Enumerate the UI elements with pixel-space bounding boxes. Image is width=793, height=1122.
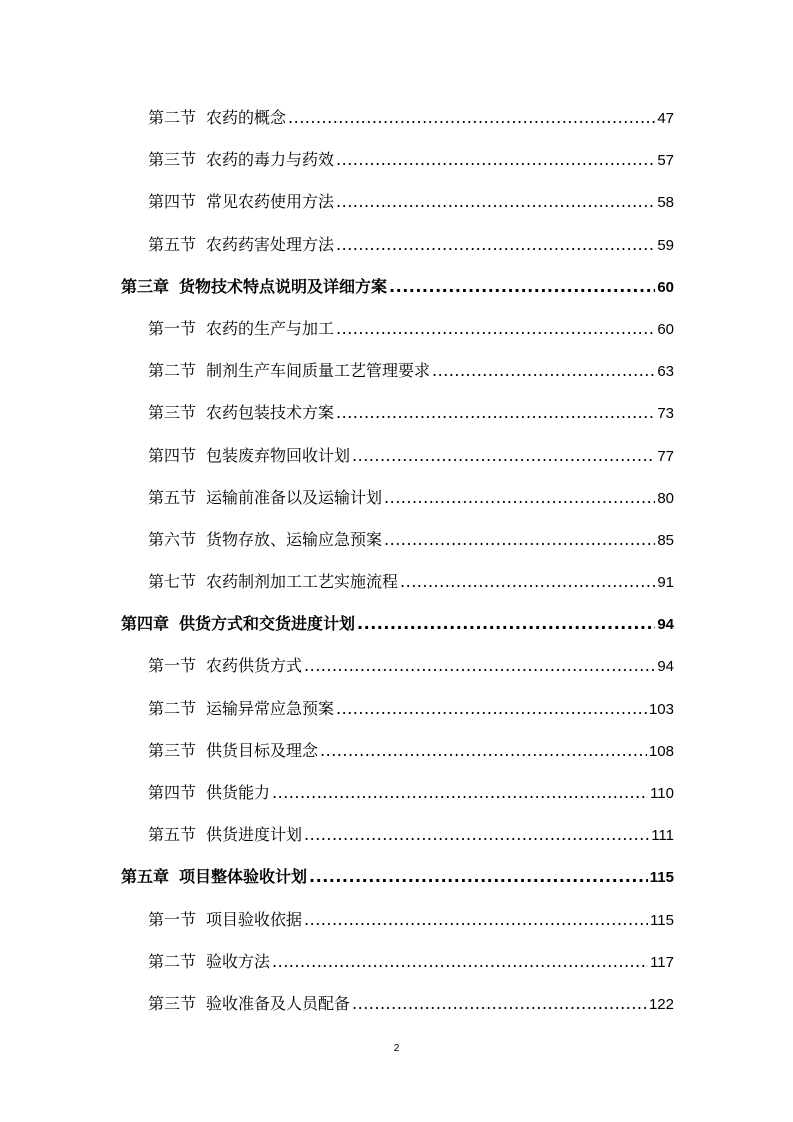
- entry-number: 第五节: [148, 825, 197, 845]
- dot-leader: [336, 392, 655, 434]
- entry-title: 供货进度计划: [206, 825, 303, 845]
- entry-number: 第六节: [148, 529, 197, 549]
- entry-number: 第五节: [148, 487, 197, 507]
- dot-leader: [304, 814, 649, 856]
- entry-title: 供货目标及理念: [206, 740, 319, 760]
- entry-page-number: 77: [657, 447, 674, 465]
- entry-title: 农药的毒力与药效: [206, 150, 335, 170]
- entry-number: 第三章: [121, 276, 170, 296]
- entry-number: 第三节: [148, 740, 197, 760]
- entry-number: 第一节: [148, 656, 197, 676]
- entry-page-number: 91: [657, 574, 674, 592]
- entry-title: 项目整体验收计划: [179, 867, 308, 887]
- entry-page-number: 108: [648, 742, 674, 760]
- entry-title: 项目验收依据: [206, 909, 303, 929]
- entry-number: 第一节: [148, 909, 197, 929]
- entry-page-number: 115: [649, 869, 674, 887]
- toc-section-entry[interactable]: [148, 392, 674, 434]
- entry-title: 农药的概念: [206, 108, 287, 127]
- entry-title: 验收准备及人员配备: [206, 993, 351, 1013]
- entry-title: 供货能力: [206, 783, 271, 802]
- dot-leader: [389, 266, 655, 308]
- entry-title: 农药药害处理方法: [206, 234, 335, 254]
- entry-number: 第四章: [121, 614, 170, 634]
- entry-page-number: 80: [657, 489, 674, 507]
- entry-title: 供货方式和交货进度计划: [179, 614, 356, 634]
- entry-title: 运输异常应急预案: [206, 698, 335, 718]
- entry-page-number: 47: [657, 110, 674, 127]
- toc-section-entry[interactable]: [148, 688, 674, 730]
- entry-number: 第四节: [148, 192, 197, 212]
- dot-leader: [432, 350, 655, 392]
- toc-chapter-entry[interactable]: [121, 603, 674, 645]
- entry-title: 农药包装技术方案: [206, 403, 335, 423]
- entry-number: 第四节: [148, 445, 197, 465]
- entry-title: 运输前准备以及运输计划: [206, 487, 383, 507]
- toc-section-entry[interactable]: [148, 477, 674, 519]
- toc-section-entry[interactable]: [148, 941, 674, 983]
- table-of-contents: [0, 97, 793, 1025]
- toc-chapter-entry[interactable]: [121, 266, 674, 308]
- toc-section-entry[interactable]: [148, 350, 674, 392]
- dot-leader: [309, 856, 648, 898]
- entry-page-number: 110: [650, 785, 674, 802]
- entry-page-number: 122: [648, 995, 674, 1013]
- dot-leader: [304, 645, 655, 687]
- dot-leader: [304, 899, 648, 941]
- entry-page-number: 94: [657, 616, 674, 634]
- entry-number: 第三节: [148, 403, 197, 423]
- entry-number: 第五节: [148, 234, 197, 254]
- toc-section-entry[interactable]: [148, 181, 674, 223]
- dot-leader: [400, 561, 655, 603]
- entry-number: 第四节: [148, 783, 197, 802]
- entry-title: 包装废弃物回收计划: [206, 445, 351, 465]
- entry-title: 常见农药使用方法: [206, 192, 335, 212]
- dot-leader: [320, 730, 647, 772]
- dot-leader: [384, 477, 655, 519]
- entry-number: 第三节: [148, 150, 197, 170]
- toc-section-entry[interactable]: [148, 308, 674, 350]
- entry-title: 农药的生产与加工: [206, 318, 335, 338]
- entry-page-number: 111: [651, 827, 674, 845]
- toc-section-entry[interactable]: [148, 561, 674, 603]
- entry-number: 第二节: [148, 361, 197, 381]
- entry-title: 农药供货方式: [206, 656, 303, 676]
- entry-title: 验收方法: [206, 951, 271, 971]
- entry-page-number: 57: [657, 152, 674, 170]
- toc-section-entry[interactable]: [148, 814, 674, 856]
- dot-leader: [352, 983, 647, 1025]
- entry-page-number: 59: [657, 236, 674, 254]
- dot-leader: [336, 224, 655, 266]
- toc-section-entry[interactable]: [148, 97, 674, 139]
- toc-section-entry[interactable]: [148, 772, 674, 814]
- toc-section-entry[interactable]: [148, 435, 674, 477]
- toc-chapter-entry[interactable]: [121, 856, 674, 898]
- toc-section-entry[interactable]: [148, 899, 674, 941]
- entry-title: 制剂生产车间质量工艺管理要求: [206, 361, 431, 381]
- toc-section-entry[interactable]: [148, 139, 674, 181]
- entry-page-number: 103: [648, 700, 674, 718]
- dot-leader: [384, 519, 655, 561]
- toc-section-entry[interactable]: [148, 519, 674, 561]
- entry-page-number: 94: [657, 658, 674, 676]
- entry-page-number: 60: [657, 278, 674, 296]
- entry-title: 货物技术特点说明及详细方案: [179, 276, 388, 296]
- dot-leader: [336, 139, 655, 181]
- dot-leader: [357, 603, 655, 645]
- toc-section-entry[interactable]: [148, 983, 674, 1025]
- entry-number: 第二节: [148, 698, 197, 718]
- dot-leader: [272, 772, 648, 814]
- dot-leader: [336, 181, 655, 223]
- entry-page-number: 60: [657, 320, 674, 338]
- entry-page-number: 73: [657, 405, 674, 423]
- page-number: 2: [393, 1043, 400, 1054]
- entry-number: 第七节: [148, 572, 197, 592]
- toc-section-entry[interactable]: [148, 730, 674, 772]
- entry-page-number: 85: [657, 531, 674, 549]
- entry-number: 第三节: [148, 993, 197, 1013]
- dot-leader: [288, 97, 655, 139]
- entry-title: 农药制剂加工工艺实施流程: [206, 572, 399, 592]
- dot-leader: [336, 688, 647, 730]
- dot-leader: [336, 308, 655, 350]
- entry-page-number: 58: [657, 194, 674, 212]
- entry-page-number: 63: [657, 363, 674, 381]
- entry-page-number: 117: [650, 953, 674, 971]
- entry-number: 第二节: [148, 951, 197, 971]
- dot-leader: [352, 435, 655, 477]
- toc-section-entry[interactable]: [148, 645, 674, 687]
- entry-page-number: 115: [650, 911, 674, 929]
- entry-number: 第五章: [121, 867, 170, 887]
- dot-leader: [272, 941, 648, 983]
- toc-section-entry[interactable]: [148, 224, 674, 266]
- entry-title: 货物存放、运输应急预案: [206, 529, 383, 549]
- entry-number: 第一节: [148, 318, 197, 338]
- entry-number: 第二节: [148, 108, 197, 127]
